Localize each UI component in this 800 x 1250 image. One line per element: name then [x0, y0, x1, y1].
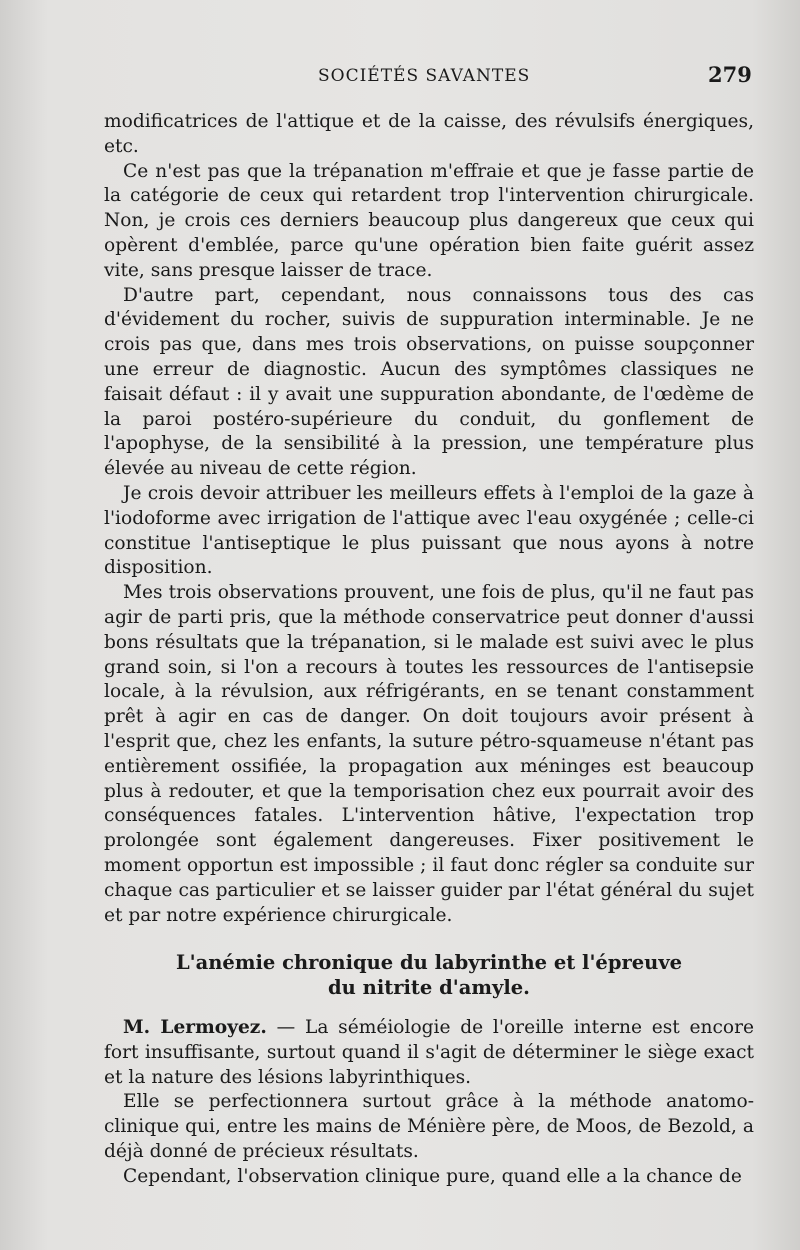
speaker-name: M. Lermoyez. [123, 1017, 267, 1038]
paragraph [104, 1016, 754, 1090]
paragraph-continuation: modificatrices de l'attique et de la caisse, des révulsifs énergiques, etc. [104, 111, 754, 157]
page-number: 279 [708, 62, 752, 87]
running-header [0, 62, 800, 92]
paragraph-text: — La séméiologie de l'oreille interne est encore fort insuffisante, surtout quand il s'agit de déterminer le siège exact et la nature des lésions labyrinthiques. [104, 1017, 754, 1088]
section-heading-line: L'anémie chronique du labyrinthe et l'épreuve [175, 951, 683, 974]
body-text [104, 110, 754, 928]
section-body [104, 1016, 754, 1190]
paragraph: Ce n'est pas que la trépanation m'effraie et que je fasse partie de la catégorie de ceux qui retardent trop l'intervention chirurgicale. Non, je crois ces derniers beaucoup plus dangereux que ceux qui opèrent d'emblée, parce qu'une opération bien faite guérit assez vite, sans presque laisser de trace. [104, 160, 754, 281]
paragraph: D'autre part, cependant, nous connaissons tous des cas d'évidement du rocher, suivis de suppuration interminable. Je ne crois pas que, dans mes trois observations, on puisse soupçonner une erreur de diagnostic. Aucun des symptômes classiques ne faisait défaut : il y avait une suppuration abondante, de l'œdème de la paroi postéro-supérieure du conduit, du gonflement de l'apophyse, de la sensibilité à la pression, une température plus élevée au niveau de cette région. [104, 284, 754, 480]
section-heading [104, 950, 754, 1000]
paragraph: Mes trois observations prouvent, une fois de plus, qu'il ne faut pas agir de parti pris, que la méthode conservatrice peut donner d'aussi bons résultats que la trépanation, si le malade est suivi avec le plus grand soin, si l'on a recours à toutes les ressources de l'antisepsie locale, à la révulsion, aux réfrigérants, en se tenant constamment prêt à agir en cas de danger. On doit toujours avoir présent à l'esprit que, chez les enfants, la suture pétro-squameuse n'étant pas entièrement ossifiée, la propagation aux méninges est beaucoup plus à redouter, et que la temporisation chez eux pourrait avoir des conséquences fatales. L'intervention hâtive, l'expectation trop prolongée sont également dangereuses. Fixer positivement le moment opportun est impossible ; il faut donc régler sa conduite sur chaque cas particulier et se laisser guider par l'état général du sujet et par notre expérience chirurgicale. [104, 582, 754, 926]
paragraph: Cependant, l'observation clinique pure, quand elle a la chance de [123, 1165, 742, 1187]
paragraph: Elle se perfectionnera surtout grâce à la méthode anatomo-clinique qui, entre les mains de Ménière père, de Moos, de Bezold, a déjà donné de précieux résultats. [104, 1091, 754, 1162]
paragraph: Je crois devoir attribuer les meilleurs effets à l'emploi de la gaze à l'iodoforme avec irrigation de l'attique avec l'eau oxygénée ; celle-ci constitue l'antiseptique le plus puissant que nous ayons à notre disposition. [104, 482, 754, 579]
running-head-title: SOCIÉTÉS SAVANTES [318, 66, 531, 86]
section-heading-line: du nitrite d'amyle. [328, 976, 530, 999]
